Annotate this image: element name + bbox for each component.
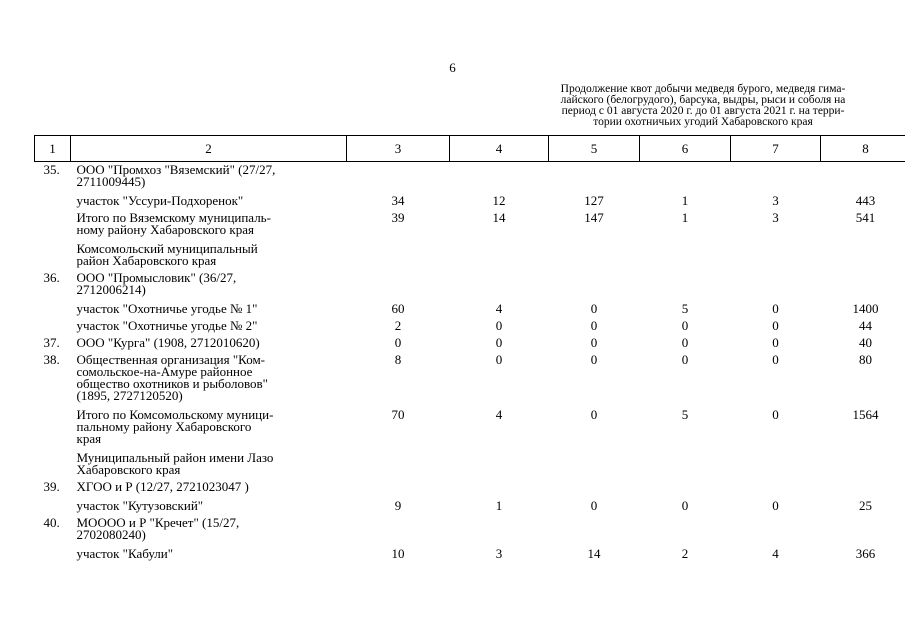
cell-col-7: 3: [772, 193, 779, 208]
cell-col-3: [347, 448, 450, 479]
row-name-line: МОООО и Р "Кречет" (15/27,: [76, 515, 240, 530]
row-name-line: участок "Охотничье угодье № 2": [76, 318, 258, 333]
header-note-line: тории охотничьих угодий Хабаровского края: [593, 116, 813, 128]
cell-col-3: [347, 239, 450, 270]
row-name-line: ХГОО и Р (12/27, 2721023047 ): [76, 479, 249, 494]
table-row: [35, 162, 905, 192]
cell-col-4: 0: [495, 352, 503, 367]
cell-col-5: [549, 448, 640, 479]
cell-col-7: 4: [772, 546, 779, 561]
cell-col-5: 0: [590, 335, 598, 350]
page-number: 6: [449, 60, 456, 75]
cell-col-4: 0: [495, 318, 503, 333]
cell-col-7: 3: [772, 210, 779, 225]
row-index: [35, 239, 71, 270]
column-header: 3: [347, 136, 450, 162]
cell-col-7: [731, 270, 821, 299]
cell-col-6: [640, 479, 731, 496]
cell-col-6: [640, 448, 731, 479]
row-name-line: Хабаровского края: [76, 462, 181, 477]
table-row: [35, 270, 905, 299]
table-row: [35, 239, 905, 270]
cell-col-8: 80: [859, 352, 872, 367]
cell-col-4: 12: [492, 193, 506, 208]
cell-col-8: 1400: [852, 301, 879, 316]
row-index: [35, 448, 71, 479]
row-name: [71, 299, 347, 318]
quota-table: [34, 135, 905, 563]
row-name-line: (1895, 2727120520): [76, 388, 183, 403]
header-note: [538, 84, 868, 128]
cell-col-5: 0: [590, 318, 598, 333]
cell-col-4: [450, 448, 549, 479]
row-index: [35, 318, 71, 335]
cell-col-7: 0: [772, 335, 779, 350]
cell-col-4: 4: [495, 407, 503, 422]
cell-col-4: 0: [495, 335, 503, 350]
row-index: [35, 405, 71, 448]
header-note-line: период с 01 августа 2020 г. до 01 августа 2021 г. на терри-: [561, 105, 845, 117]
cell-col-3: 39: [391, 210, 405, 225]
column-header: 5: [549, 136, 640, 162]
row-index: 37.: [43, 335, 60, 350]
cell-col-3: 10: [391, 546, 405, 561]
cell-col-5: 127: [584, 193, 604, 208]
table-row: [35, 318, 905, 335]
row-name: [71, 270, 347, 299]
cell-col-3: 8: [394, 352, 402, 367]
row-name: [71, 515, 347, 544]
table-row: [35, 496, 905, 515]
column-header: 6: [640, 136, 731, 162]
table-row: [35, 405, 905, 448]
row-name: [71, 496, 347, 515]
row-name-line: район Хабаровского края: [76, 253, 217, 268]
row-name-line: 2712006214): [76, 282, 146, 297]
cell-col-7: 0: [772, 318, 779, 333]
column-header: 8: [821, 136, 905, 162]
row-index: 38.: [43, 352, 60, 367]
table-row: [35, 515, 905, 544]
cell-col-6: [640, 270, 731, 299]
row-name-line: участок "Уссури-Подхоренок": [76, 193, 244, 208]
row-name-line: Итого по Комсомольскому муници-: [76, 407, 274, 422]
cell-col-4: 3: [495, 546, 503, 561]
cell-col-7: 0: [772, 352, 779, 367]
cell-col-4: [450, 162, 549, 192]
row-index: [35, 299, 71, 318]
row-name: [71, 544, 347, 563]
cell-col-7: [731, 515, 821, 544]
row-name: [71, 162, 347, 192]
header-note-line: Продолжение квот добычи медведя бурого, медведя гима-: [560, 83, 846, 95]
cell-col-3: 9: [394, 498, 402, 513]
cell-col-7: 0: [772, 498, 779, 513]
cell-col-5: [549, 270, 640, 299]
table-row: [35, 479, 905, 496]
row-name-line: края: [76, 431, 102, 446]
cell-col-6: 0: [681, 318, 689, 333]
row-name-line: участок "Охотничье угодье № 1": [76, 301, 258, 316]
table-row: [35, 335, 905, 352]
cell-col-7: 0: [772, 407, 779, 422]
table-row: [35, 544, 905, 563]
cell-col-6: 0: [681, 498, 689, 513]
cell-col-4: [450, 270, 549, 299]
cell-col-7: [731, 448, 821, 479]
row-name-line: общество охотников и рыболовов": [76, 376, 268, 391]
cell-col-3: [347, 270, 450, 299]
cell-col-7: [731, 479, 821, 496]
row-name: [71, 352, 347, 405]
row-name-line: Общественная организация "Ком-: [76, 352, 266, 367]
table-row: [35, 191, 905, 210]
row-name-line: 2702080240): [76, 527, 146, 542]
cell-col-3: 0: [394, 335, 402, 350]
row-name-line: ООО "Курга" (1908, 2712010620): [76, 335, 260, 350]
cell-col-5: [549, 515, 640, 544]
cell-col-6: 5: [681, 301, 689, 316]
cell-col-6: [640, 239, 731, 270]
cell-col-5: 147: [584, 210, 604, 225]
cell-col-5: 14: [587, 546, 601, 561]
cell-col-3: [347, 515, 450, 544]
table-row: [35, 299, 905, 318]
row-name: [71, 191, 347, 210]
row-name-line: ООО "Промысловик" (36/27,: [76, 270, 237, 285]
cell-col-3: [347, 162, 450, 192]
row-index: [35, 496, 71, 515]
row-index: [35, 544, 71, 563]
cell-col-8: 25: [859, 498, 872, 513]
cell-col-7: [731, 162, 821, 192]
cell-col-4: 4: [495, 301, 503, 316]
row-name-line: Муниципальный район имени Лазо: [76, 450, 274, 465]
table-header-row: [35, 136, 905, 162]
row-name: [71, 210, 347, 239]
cell-col-8: 44: [859, 318, 872, 333]
cell-col-5: [549, 162, 640, 192]
cell-col-6: 2: [681, 546, 689, 561]
row-name-line: пальному району Хабаровского: [76, 419, 252, 434]
row-index: 40.: [43, 515, 60, 530]
row-name-line: ному району Хабаровского края: [76, 222, 254, 237]
cell-col-5: [549, 479, 640, 496]
cell-col-7: 0: [772, 301, 779, 316]
row-index: 35.: [43, 162, 60, 177]
cell-col-3: [347, 479, 450, 496]
column-header: 4: [450, 136, 549, 162]
row-name-line: сомольское-на-Амуре районное: [76, 364, 253, 379]
cell-col-5: 0: [590, 407, 598, 422]
cell-col-6: [640, 515, 731, 544]
cell-col-4: [450, 239, 549, 270]
column-header: 7: [731, 136, 821, 162]
row-name-line: Итого по Вяземскому муниципаль-: [76, 210, 271, 225]
cell-col-8: [821, 479, 905, 496]
cell-col-4: [450, 515, 549, 544]
table-row: [35, 352, 905, 405]
cell-col-8: [821, 162, 905, 192]
row-name: [71, 318, 347, 335]
row-index: 39.: [43, 479, 60, 494]
row-name: [71, 239, 347, 270]
row-name: [71, 405, 347, 448]
cell-col-6: 5: [681, 407, 689, 422]
row-index: [35, 210, 71, 239]
cell-col-8: 443: [855, 193, 876, 208]
cell-col-8: 40: [859, 335, 872, 350]
cell-col-8: [821, 448, 905, 479]
cell-col-6: 0: [681, 335, 689, 350]
cell-col-5: 0: [590, 498, 598, 513]
cell-col-3: 70: [391, 407, 405, 422]
cell-col-3: 34: [391, 193, 405, 208]
column-header: 2: [71, 136, 347, 162]
cell-col-4: [450, 479, 549, 496]
cell-col-4: 1: [495, 498, 503, 513]
cell-col-3: 2: [394, 318, 402, 333]
table-row: [35, 448, 905, 479]
cell-col-8: 541: [855, 210, 876, 225]
row-name: [71, 448, 347, 479]
cell-col-8: [821, 239, 905, 270]
row-name-line: ООО "Промхоз "Вяземский" (27/27,: [76, 162, 276, 177]
cell-col-5: 0: [590, 301, 598, 316]
cell-col-6: 0: [681, 352, 689, 367]
row-name-line: участок "Кутузовский": [76, 498, 204, 513]
cell-col-8: 366: [855, 546, 876, 561]
cell-col-8: 1564: [852, 407, 879, 422]
cell-col-6: 1: [681, 210, 689, 225]
cell-col-7: [731, 239, 821, 270]
cell-col-5: [549, 239, 640, 270]
cell-col-4: 14: [492, 210, 506, 225]
header-note-line: лайского (белогрудого), барсука, выдры, рыси и соболя на: [560, 94, 846, 106]
row-name-line: участок "Кабули": [76, 546, 174, 561]
row-name: [71, 335, 347, 352]
cell-col-6: 1: [681, 193, 689, 208]
cell-col-6: [640, 162, 731, 192]
table-row: [35, 210, 905, 239]
row-name: [71, 479, 347, 496]
row-index: 36.: [43, 270, 60, 285]
row-index: [35, 191, 71, 210]
cell-col-8: [821, 270, 905, 299]
cell-col-3: 60: [391, 301, 405, 316]
row-name-line: 2711009445): [76, 174, 146, 189]
column-header: 1: [35, 136, 71, 162]
row-name-line: Комсомольский муниципальный: [76, 241, 258, 256]
cell-col-8: [821, 515, 905, 544]
cell-col-5: 0: [590, 352, 598, 367]
